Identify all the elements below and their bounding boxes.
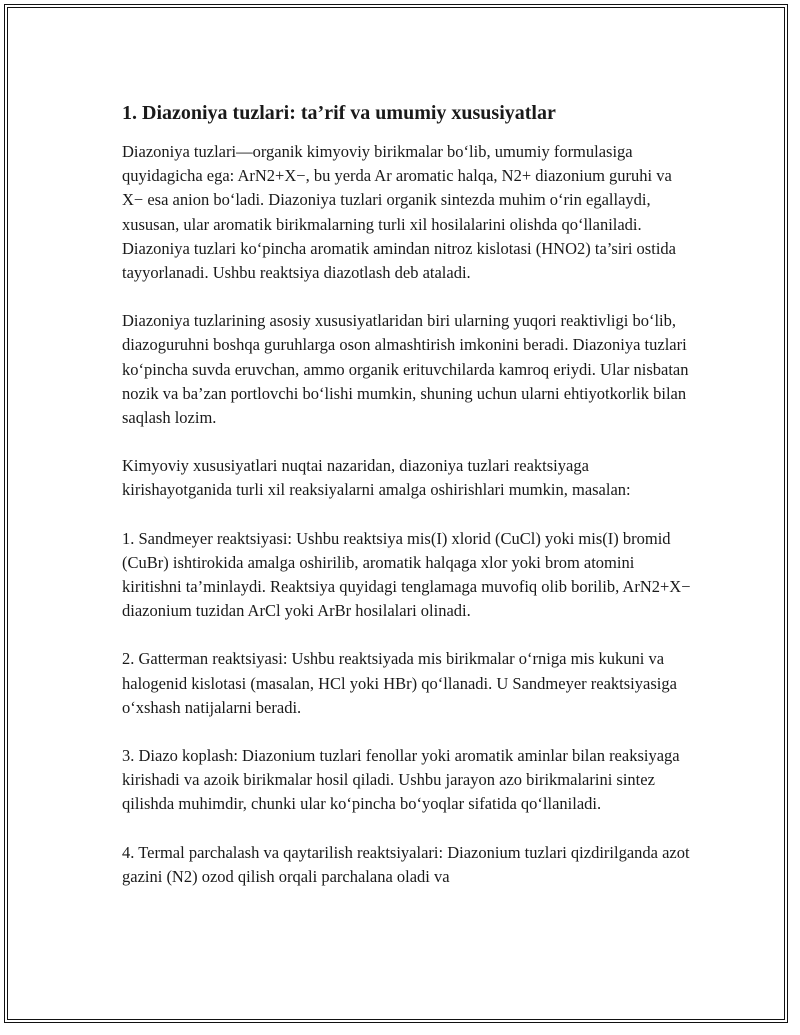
paragraph-sandmeyer: 1. Sandmeyer reaktsiyasi: Ushbu reaktsiya mis(I) xlorid (CuCl) yoki mis(I) bromid (CuBr) ishtirokida amalga oshirilib, aromatik halqaga xlor yoki brom atomini kiritishni ta’minlaydi. Reaktsiya quyidagi tenglamaga muvofiq olib borilib, ArN2+X− diazonium tuzidan ArCl yoki ArBr hosilalari olinadi. [122,528,691,621]
document-body [122,100,692,913]
paragraph-properties: Diazoniya tuzlarining asosiy xususiyatlaridan biri ularning yuqori reaktivligi bo‘lib, diazoguruhni boshqa guruhlarga oson almashtirish imkonini beradi. Diazoniya tuzlari ko‘pincha suvda eruvchan, ammo organik erituvchilarda kamroq eriydi. Ular nisbatan nozik va ba’zan portlovchi bo‘lishi mumkin, shuning uchun ularni ehtiyotkorlik bilan saqlash lozim. [122,311,689,428]
paragraph-diazo-coupling: 3. Diazo koplash: Diazonium tuzlari fenollar yoki aromatik aminlar bilan reaksiyaga kirishadi va azoik birikmalar hosil qiladi. Ushbu jarayon azo birikmalarini sintez qilishda muhimdir, chunki ular ko‘pincha bo‘yoqlar sifatida qo‘llaniladi. [122,746,680,814]
paragraph-definition: Diazoniya tuzlari—organik kimyoviy birikmalar bo‘lib, umumiy formulasiga quyidagicha ega: ArN2+X−, bu yerda Ar aromatic halqa, N2+ diazonium guruhi va X− esa anion bo‘ladi. Diazoniya tuzlari organik sintezda muhim o‘rin egallaydi, xususan, ular aromatik birikmalarning turli xil hosilalarini olishda qo‘llaniladi. Diazoniya tuzlari ko‘pincha aromatik amindan nitroz kislotasi (HNO2) ta’siri ostida tayyorlanadi. Ushbu reaktsiya diazotlash deb ataladi. [122,142,676,283]
section-heading: 1. Diazoniya tuzlari: ta’rif va umumiy xususiyatlar [122,102,556,124]
paragraph-chemical-properties: Kimyoviy xususiyatlari nuqtai nazaridan, diazoniya tuzlari reaktsiyaga kirishayotganida turli xil reaksiyalarni amalga oshirishlari mumkin, masalan: [122,456,631,500]
paragraph-thermal-decomposition: 4. Termal parchalash va qaytarilish reaktsiyalari: Diazonium tuzlari qizdirilganda azot gazini (N2) ozod qilish orqali parchalana oladi va [122,842,690,886]
paragraph-gatterman: 2. Gatterman reaktsiyasi: Ushbu reaktsiyada mis birikmalar o‘rniga mis kukuni va halogenid kislotasi (masalan, HCl yoki HBr) qo‘llanadi. U Sandmeyer reaktsiyasiga o‘xshash natijalarni beradi. [122,649,677,717]
document-page [4,4,788,1023]
